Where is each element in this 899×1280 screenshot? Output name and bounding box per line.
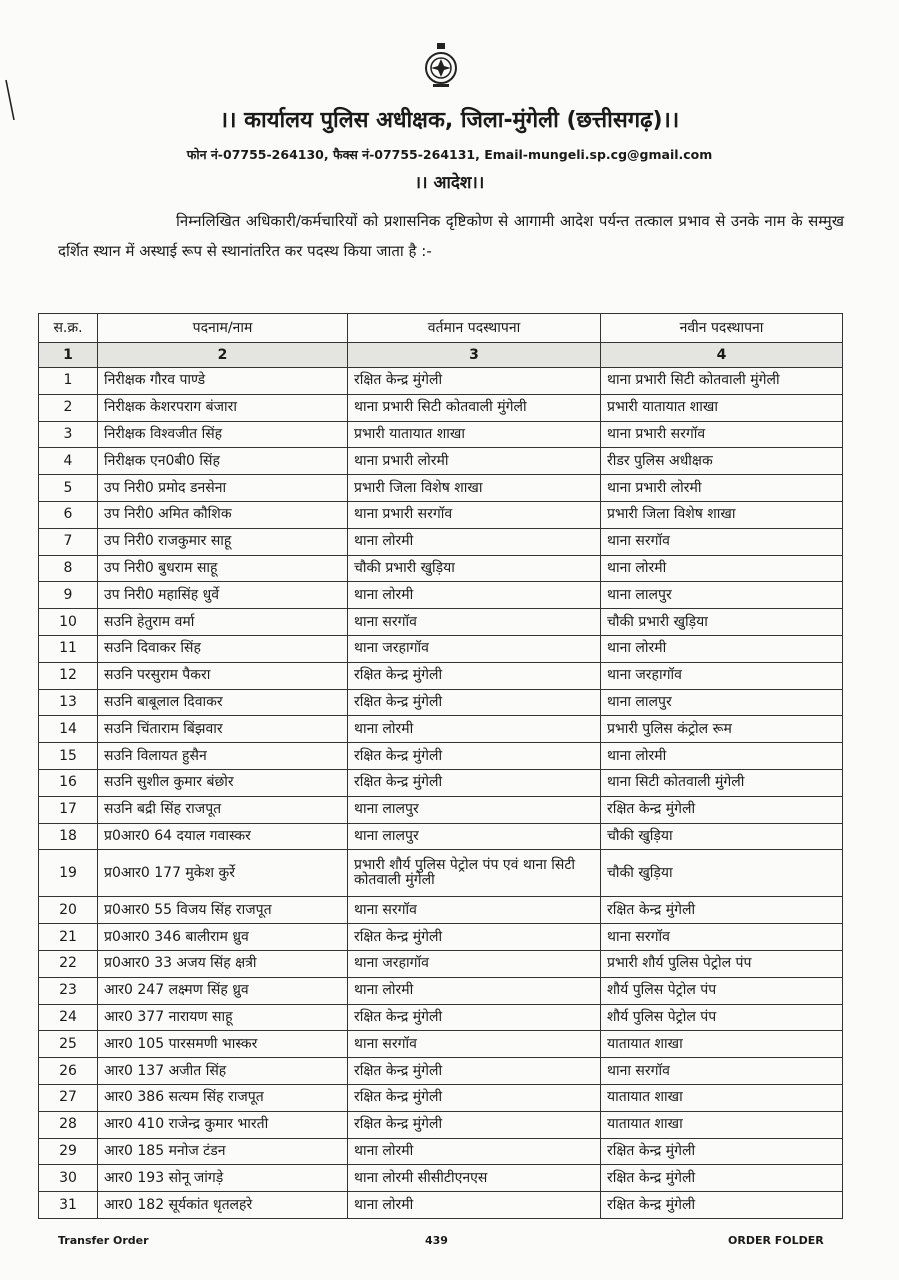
name-cell: प्र0आर0 64 दयाल गवास्कर [98,823,348,850]
new-posting-cell: थाना प्रभारी लोरमी [601,475,843,502]
new-posting-cell: प्रभारी पुलिस कंट्रोल रूम [601,716,843,743]
current-posting-cell: थाना सरगॉव [348,897,601,924]
new-posting-cell: थाना लोरमी [601,555,843,582]
serial-cell: 16 [39,769,98,796]
current-posting-cell: रक्षित केन्द्र मुंगेली [348,769,601,796]
new-posting-cell: थाना प्रभारी सिटी कोतवाली मुंगेली [601,368,843,395]
name-cell: सउनि हेतुराम वर्मा [98,609,348,636]
table-row [39,1031,843,1058]
new-posting-cell: रक्षित केन्द्र मुंगेली [601,1165,843,1192]
name-cell: प्र0आर0 177 मुकेश कुर्रे [98,850,348,897]
table-row [39,421,843,448]
page-number: 439 [425,1234,448,1247]
serial-cell: 28 [39,1111,98,1138]
current-posting-cell: रक्षित केन्द्र मुंगेली [348,1084,601,1111]
serial-cell: 26 [39,1058,98,1085]
name-cell: निरीक्षक गौरव पाण्डे [98,368,348,395]
serial-cell: 30 [39,1165,98,1192]
name-cell: सउनि परसुराम पैकरा [98,662,348,689]
serial-cell: 23 [39,977,98,1004]
new-posting-cell: यातायात शाखा [601,1031,843,1058]
serial-cell: 10 [39,609,98,636]
name-cell: प्र0आर0 346 बालीराम ध्रुव [98,924,348,951]
current-posting-cell: थाना लालपुर [348,823,601,850]
serial-cell: 7 [39,528,98,555]
table-row [39,394,843,421]
new-posting-cell: रक्षित केन्द्र मुंगेली [601,1192,843,1219]
serial-cell: 29 [39,1138,98,1165]
name-cell: आर0 182 सूर्यकांत धृतलहरे [98,1192,348,1219]
transfer-table [38,313,843,1219]
serial-cell: 19 [39,850,98,897]
name-cell: निरीक्षक केशरपराग बंजारा [98,394,348,421]
intro-paragraph [58,206,844,266]
name-cell: सउनि बाबूलाल दिवाकर [98,689,348,716]
current-posting-cell: रक्षित केन्द्र मुंगेली [348,1058,601,1085]
current-posting-cell: थाना प्रभारी सरगॉव [348,501,601,528]
column-number: 4 [601,343,843,368]
table-row [39,924,843,951]
current-posting-cell: थाना लोरमी [348,1192,601,1219]
current-posting-cell: रक्षित केन्द्र मुंगेली [348,1004,601,1031]
serial-cell: 15 [39,743,98,770]
new-posting-cell: प्रभारी जिला विशेष शाखा [601,501,843,528]
current-posting-cell: थाना लोरमी [348,1138,601,1165]
name-cell: उप निरी0 बुधराम साहू [98,555,348,582]
table-row [39,501,843,528]
table-row [39,1084,843,1111]
new-posting-cell: थाना लोरमी [601,635,843,662]
new-posting-cell: थाना लोरमी [601,743,843,770]
name-cell: प्र0आर0 55 विजय सिंह राजपूत [98,897,348,924]
new-posting-cell: यातायात शाखा [601,1084,843,1111]
current-posting-cell: थाना जरहागॉव [348,635,601,662]
table-row [39,609,843,636]
current-posting-cell: थाना प्रभारी लोरमी [348,448,601,475]
column-number: 2 [98,343,348,368]
current-posting-cell: रक्षित केन्द्र मुंगेली [348,662,601,689]
table-row [39,582,843,609]
new-posting-cell: रीडर पुलिस अधीक्षक [601,448,843,475]
current-posting-cell: थाना लोरमी [348,528,601,555]
column-number: 3 [348,343,601,368]
new-posting-cell: थाना सरगॉव [601,528,843,555]
new-posting-cell: चौकी प्रभारी खुड़िया [601,609,843,636]
column-number-row [39,343,843,368]
header-name: पदनाम/नाम [98,314,348,343]
new-posting-cell: थाना सरगॉव [601,924,843,951]
name-cell: उप निरी0 महासिंह धुर्वे [98,582,348,609]
new-posting-cell: रक्षित केन्द्र मुंगेली [601,1138,843,1165]
current-posting-cell: रक्षित केन्द्र मुंगेली [348,743,601,770]
current-posting-cell: थाना लालपुर [348,796,601,823]
name-cell: आर0 377 नारायण साहू [98,1004,348,1031]
table-row [39,662,843,689]
footer-left: Transfer Order [58,1234,149,1247]
name-cell: सउनि सुशील कुमार बंछोर [98,769,348,796]
name-cell: आर0 137 अजीत सिंह [98,1058,348,1085]
header-current-posting: वर्तमान पदस्थापना [348,314,601,343]
intro-text: निम्नलिखित अधिकारी/कर्मचारियों को प्रशासनिक दृष्टिकोण से आगामी आदेश पर्यन्त तत्काल प्रभाव से उनके नाम के सम्मुख दर्शित स्थान में अस्थाई रूप से स्थानांतरित कर पदस्थ किया जाता है :- [58,212,844,260]
footer-right: ORDER FOLDER [728,1234,824,1247]
table-row [39,368,843,395]
current-posting-cell: रक्षित केन्द्र मुंगेली [348,689,601,716]
table-row [39,1165,843,1192]
current-posting-cell: रक्षित केन्द्र मुंगेली [348,368,601,395]
serial-cell: 21 [39,924,98,951]
header-serial: स.क्र. [39,314,98,343]
table-row [39,743,843,770]
column-number: 1 [39,343,98,368]
current-posting-cell: थाना सरगॉव [348,1031,601,1058]
name-cell: निरीक्षक एन0बी0 सिंह [98,448,348,475]
name-cell: आर0 410 राजेन्द्र कुमार भारती [98,1111,348,1138]
name-cell: आर0 193 सोनू जांगड़े [98,1165,348,1192]
serial-cell: 5 [39,475,98,502]
serial-cell: 1 [39,368,98,395]
serial-cell: 20 [39,897,98,924]
table-row [39,555,843,582]
serial-cell: 18 [39,823,98,850]
order-heading: ।। आदेश।। [414,173,485,193]
current-posting-cell: थाना लोरमी [348,977,601,1004]
new-posting-cell: थाना प्रभारी सरगॉव [601,421,843,448]
table-row [39,528,843,555]
new-posting-cell: थाना सरगॉव [601,1058,843,1085]
serial-cell: 17 [39,796,98,823]
serial-cell: 3 [39,421,98,448]
new-posting-cell: थाना लालपुर [601,582,843,609]
new-posting-cell: यातायात शाखा [601,1111,843,1138]
header-new-posting: नवीन पदस्थापना [601,314,843,343]
serial-cell: 25 [39,1031,98,1058]
new-posting-cell: रक्षित केन्द्र मुंगेली [601,897,843,924]
serial-cell: 13 [39,689,98,716]
serial-cell: 6 [39,501,98,528]
table-row [39,850,843,897]
current-posting-cell: प्रभारी जिला विशेष शाखा [348,475,601,502]
name-cell: आर0 105 पारसमणी भास्कर [98,1031,348,1058]
current-posting-cell: रक्षित केन्द्र मुंगेली [348,1111,601,1138]
police-emblem-icon [424,42,458,88]
current-posting-cell: थाना लोरमी सीसीटीएनएस [348,1165,601,1192]
table-row [39,769,843,796]
serial-cell: 4 [39,448,98,475]
table-row [39,897,843,924]
serial-cell: 31 [39,1192,98,1219]
new-posting-cell: प्रभारी शौर्य पुलिस पेट्रोल पंप [601,950,843,977]
serial-cell: 11 [39,635,98,662]
current-posting-cell: प्रभारी यातायात शाखा [348,421,601,448]
current-posting-cell: चौकी प्रभारी खुड़िया [348,555,601,582]
current-posting-cell: रक्षित केन्द्र मुंगेली [348,924,601,951]
name-cell: उप निरी0 प्रमोद डनसेना [98,475,348,502]
serial-cell: 24 [39,1004,98,1031]
name-cell: निरीक्षक विश्वजीत सिंह [98,421,348,448]
new-posting-cell: चौकी खुड़िया [601,823,843,850]
table-row [39,1192,843,1219]
contact-line: फोन नं-07755-264130, फैक्स नं-07755-264131, Email-mungeli.sp.cg@gmail.com [186,147,713,162]
name-cell: सउनि दिवाकर सिंह [98,635,348,662]
new-posting-cell: थाना सिटी कोतवाली मुंगेली [601,769,843,796]
table-row [39,950,843,977]
table-row [39,1111,843,1138]
serial-cell: 8 [39,555,98,582]
name-cell: सउनि चिंताराम बिंझवार [98,716,348,743]
name-cell: उप निरी0 राजकुमार साहू [98,528,348,555]
name-cell: उप निरी0 अमित कौशिक [98,501,348,528]
table-row [39,1058,843,1085]
name-cell: आर0 386 सत्यम सिंह राजपूत [98,1084,348,1111]
name-cell: सउनि विलायत हुसैन [98,743,348,770]
name-cell: सउनि बद्री सिंह राजपूत [98,796,348,823]
new-posting-cell: शौर्य पुलिस पेट्रोल पंप [601,977,843,1004]
table-row [39,796,843,823]
name-cell: प्र0आर0 33 अजय सिंह क्षत्री [98,950,348,977]
table-row [39,977,843,1004]
table-row [39,689,843,716]
new-posting-cell: प्रभारी यातायात शाखा [601,394,843,421]
table-row [39,448,843,475]
table-row [39,716,843,743]
office-title: ।। कार्यालय पुलिस अधीक्षक, जिला-मुंगेली (छत्तीसगढ़)।। [219,108,680,133]
current-posting-cell: थाना जरहागॉव [348,950,601,977]
current-posting-cell: थाना प्रभारी सिटी कोतवाली मुंगेली [348,394,601,421]
serial-cell: 27 [39,1084,98,1111]
current-posting-cell: थाना लोरमी [348,582,601,609]
table-row [39,1138,843,1165]
serial-cell: 9 [39,582,98,609]
current-posting-cell: प्रभारी शौर्य पुलिस पेट्रोल पंप एवं थाना सिटी कोतवाली मुंगेली [348,850,601,897]
serial-cell: 12 [39,662,98,689]
new-posting-cell: थाना जरहागॉव [601,662,843,689]
table-header-row [39,314,843,343]
table-row [39,475,843,502]
table-row [39,1004,843,1031]
name-cell: आर0 185 मनोज टंडन [98,1138,348,1165]
name-cell: आर0 247 लक्ष्मण सिंह ध्रुव [98,977,348,1004]
serial-cell: 2 [39,394,98,421]
new-posting-cell: रक्षित केन्द्र मुंगेली [601,796,843,823]
serial-cell: 22 [39,950,98,977]
table-row [39,823,843,850]
serial-cell: 14 [39,716,98,743]
current-posting-cell: थाना लोरमी [348,716,601,743]
new-posting-cell: चौकी खुड़िया [601,850,843,897]
current-posting-cell: थाना सरगॉव [348,609,601,636]
new-posting-cell: शौर्य पुलिस पेट्रोल पंप [601,1004,843,1031]
table-row [39,635,843,662]
new-posting-cell: थाना लालपुर [601,689,843,716]
